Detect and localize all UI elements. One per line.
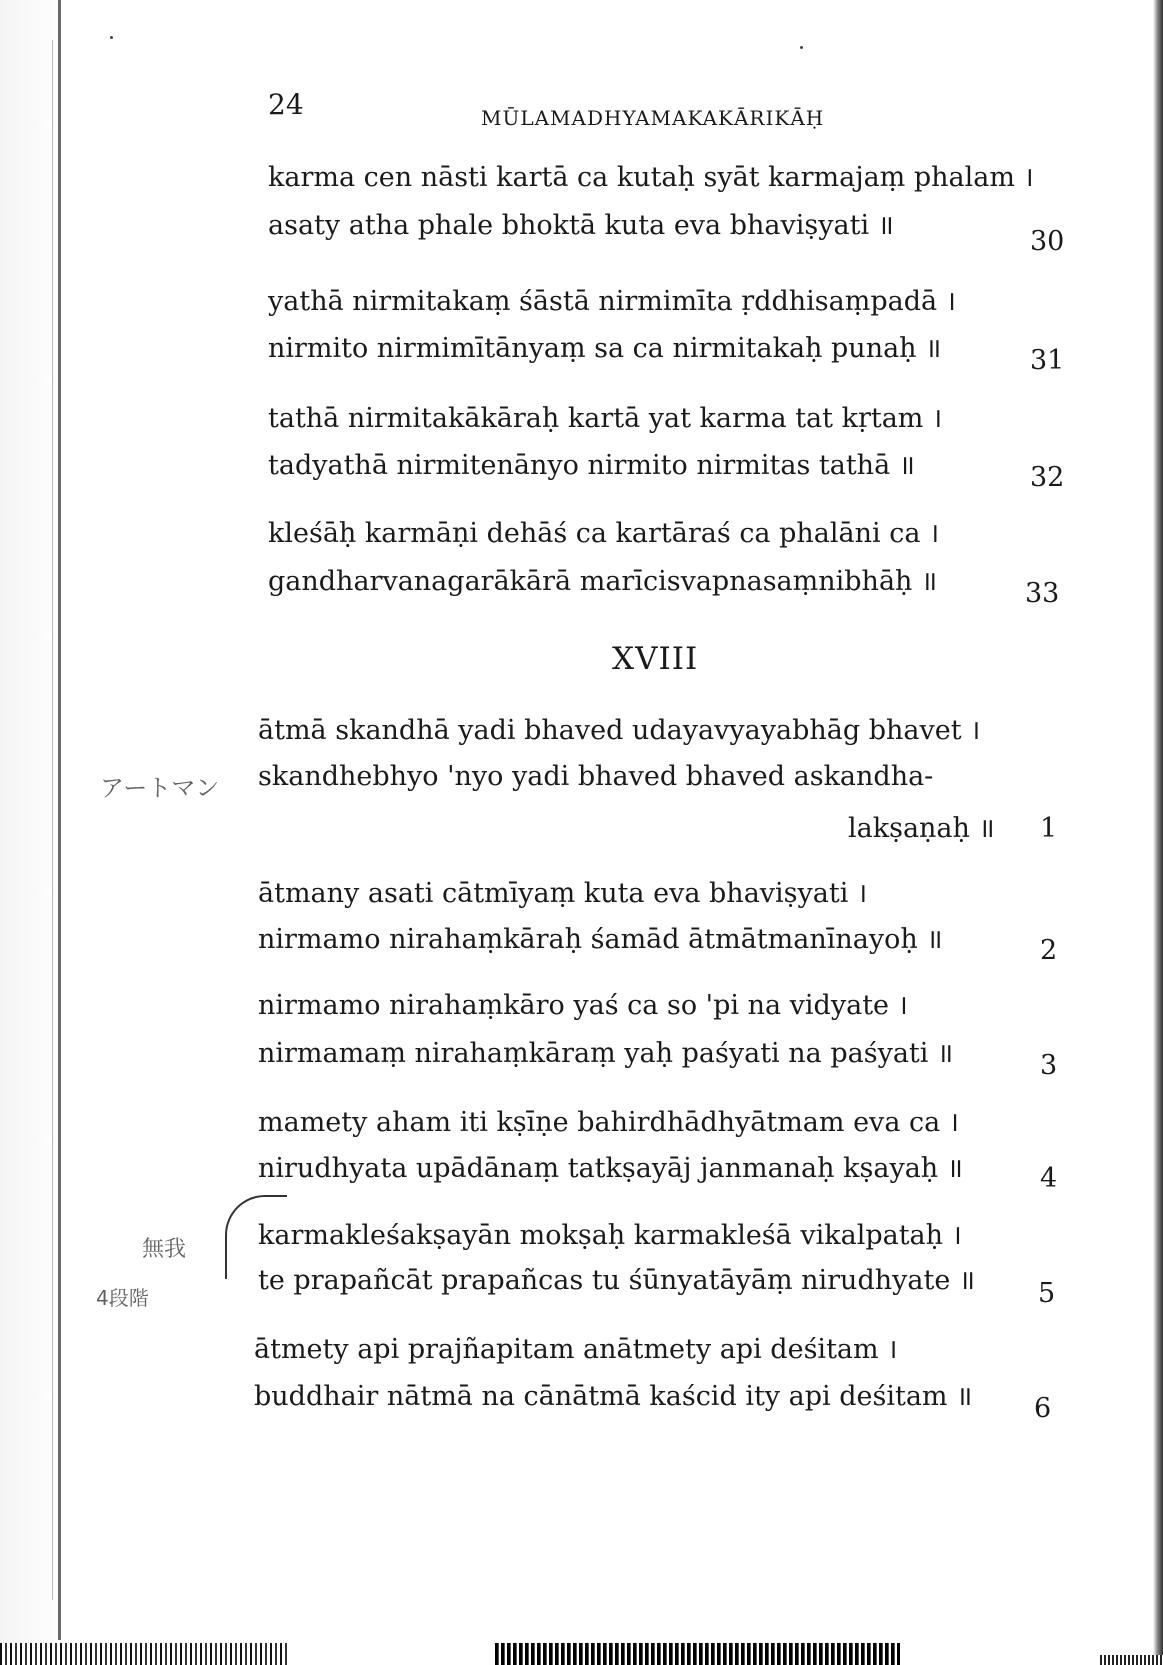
verse-number: 32 (1030, 462, 1065, 493)
verse-number: 5 (1038, 1278, 1056, 1309)
verse-line: karma cen nāsti kartā ca kutaḥ syāt karmajaṃ phalam । (268, 162, 1034, 193)
verse-line: asaty atha phale bhoktā kuta eva bhaviṣyati ॥ (268, 210, 894, 241)
verse-line: tathā nirmitakākāraḥ kartā yat karma tat kṛtam । (268, 403, 943, 434)
scan-artifact-bottom-left (0, 1643, 290, 1665)
margin-note: アートマン (100, 774, 220, 802)
verse-line: nirmamo nirahaṃkāro yaś ca so 'pi na vidyate । (258, 990, 908, 1021)
margin-note: 無我 (142, 1237, 187, 1262)
verse-line: nirmito nirmimītānyaṃ sa ca nirmitakaḥ punaḥ ॥ (268, 333, 942, 364)
verse-line: mamety aham iti kṣīṇe bahirdhādhyātmam eva ca । (258, 1107, 960, 1138)
running-head: MŪLAMADHYAMAKAKĀRIKĀḤ (481, 106, 825, 130)
verse-number: 30 (1030, 226, 1065, 257)
scan-speck (110, 36, 113, 39)
verse-line: te prapañcāt prapañcas tu śūnyatāyāṃ nirudhyate ॥ (258, 1265, 976, 1296)
verse-line: buddhair nātmā na cānātmā kaścid ity api deśitam ॥ (254, 1381, 973, 1412)
scan-margin-left (0, 0, 64, 1665)
verse-line: lakṣaṇaḥ ॥ (848, 813, 995, 844)
gutter-shadow (52, 40, 53, 1600)
verse-number: 1 (1040, 813, 1058, 844)
verse-line: yathā nirmitakaṃ śāstā nirmimīta ṛddhisaṃpadā । (268, 286, 956, 317)
verse-number: 3 (1040, 1050, 1058, 1081)
verse-line: ātmā skandhā yadi bhaved udayavyayabhāg bhavet । (258, 715, 981, 746)
verse-line: ātmany asati cātmīyaṃ kuta eva bhaviṣyati । (258, 878, 868, 909)
verse-line: ātmety api prajñapitam anātmety api deśitam । (254, 1334, 898, 1365)
verse-number: 2 (1040, 935, 1058, 966)
scan-artifact-bottom-right (1100, 1655, 1163, 1665)
scan-artifact-bottom-center (495, 1643, 900, 1665)
verse-line: nirmamo nirahaṃkāraḥ śamād ātmātmanīnayoḥ ॥ (258, 924, 943, 955)
page-edge-right (1153, 0, 1163, 1665)
chapter-heading: XVIII (612, 641, 699, 677)
margin-bracket-mark (225, 1195, 287, 1279)
verse-line: nirudhyata upādānaṃ tatkṣayāj janmanaḥ kṣayaḥ ॥ (258, 1153, 963, 1184)
page-number: 24 (268, 88, 304, 121)
scan-speck (800, 46, 803, 49)
book-gutter-line (58, 0, 61, 1640)
verse-number: 31 (1030, 345, 1065, 376)
verse-number: 33 (1025, 578, 1060, 609)
verse-line: kleśāḥ karmāṇi dehāś ca kartāraś ca phalāni ca । (268, 518, 940, 549)
margin-note: 4段階 (96, 1286, 149, 1310)
verse-line: karmakleśakṣayān mokṣaḥ karmakleśā vikalpataḥ । (258, 1220, 962, 1251)
verse-line: nirmamaṃ nirahaṃkāraṃ yaḥ paśyati na paśyati ॥ (258, 1038, 954, 1069)
verse-line: gandharvanagarākārā marīcisvapnasaṃnibhāḥ ॥ (268, 566, 938, 597)
verse-line: skandhebhyo 'nyo yadi bhaved bhaved askandha- (258, 761, 934, 792)
verse-line: tadyathā nirmitenānyo nirmito nirmitas tathā ॥ (268, 450, 915, 481)
verse-number: 6 (1034, 1393, 1052, 1424)
verse-number: 4 (1040, 1163, 1058, 1194)
